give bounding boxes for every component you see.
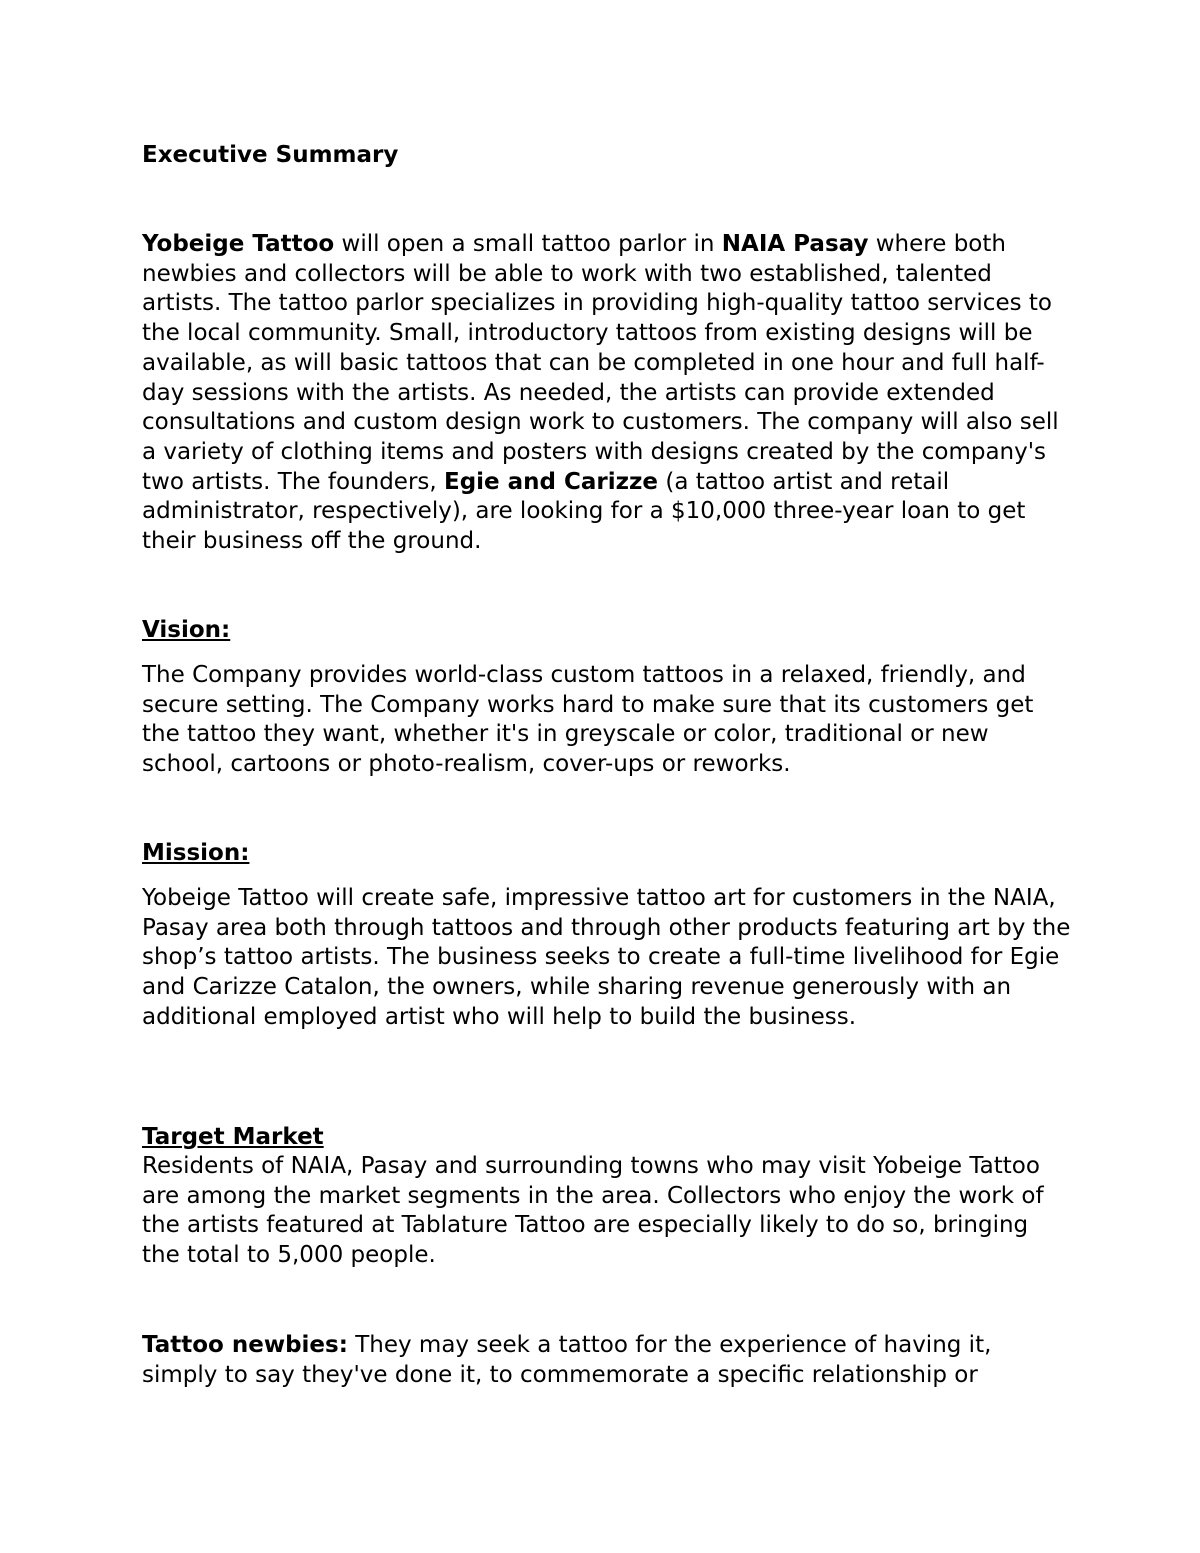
vision-heading: Vision: [142,617,231,643]
company-name: Yobeige Tattoo [142,231,335,257]
page-title: Executive Summary [142,142,399,168]
newbies-label: Tattoo newbies: [142,1332,348,1358]
vision-paragraph: The Company provides world-class custom tattoos in a relaxed, friendly, and secure setting. The Company works hard to make sure that its customers get the tattoo they want, whether it's in greyscale or color, traditional or new school, cartoons or photo-realism, cover-ups or reworks. [142,662,1034,778]
mission-heading: Mission: [142,840,250,866]
intro-text-3: (a tattoo artist and retail administrator, respectively), are looking for a $10,000 three-year loan to get their business off the ground. [142,468,1026,555]
mission-paragraph: Yobeige Tattoo will create safe, impressive tattoo art for customers in the NAIA, Pasay area both through tattoos and through other products featuring art by the shop’s tattoo artists. The business seeks to create a full-time livelihood for Egie and Carizze Catalon, the owners, while sharing revenue generously with an additional employed artist who will help to build the business. [142,885,1071,1030]
newbies-paragraph [142,1331,1072,1390]
target-market-paragraph: Residents of NAIA, Pasay and surrounding towns who may visit Yobeige Tattoo are among the market segments in the area. Collectors who enjoy the work of the artists featured at Tablature Tattoo are especially likely to do so, bringing the total to 5,000 people. [142,1153,1044,1269]
newbies-text: They may seek a tattoo for the experience of having it, simply to say they've done it, to commemorate a specific relationship or [142,1332,992,1388]
founders-name: Egie and Carizze [444,468,659,495]
intro-text-1: will open a small tattoo parlor in [334,231,722,257]
target-market-heading: Target Market [142,1124,324,1150]
intro-paragraph [142,230,1072,557]
intro-text-2: where both newbies and collectors will be able to work with two established, talented artists. The tattoo parlor specializes in providing high-quality tattoo services to the local community. Small, introductory tattoos from existing designs will be available, as will basic tattoos that can be completed in one hour and full half-day sessions with the artists. As needed, the artists can provide extended consultations and custom design work to customers. The company will also sell a variety of clothing items and posters with designs created by the company's two artists. The founders, [142,231,1059,495]
location-name: NAIA Pasay [721,231,869,257]
